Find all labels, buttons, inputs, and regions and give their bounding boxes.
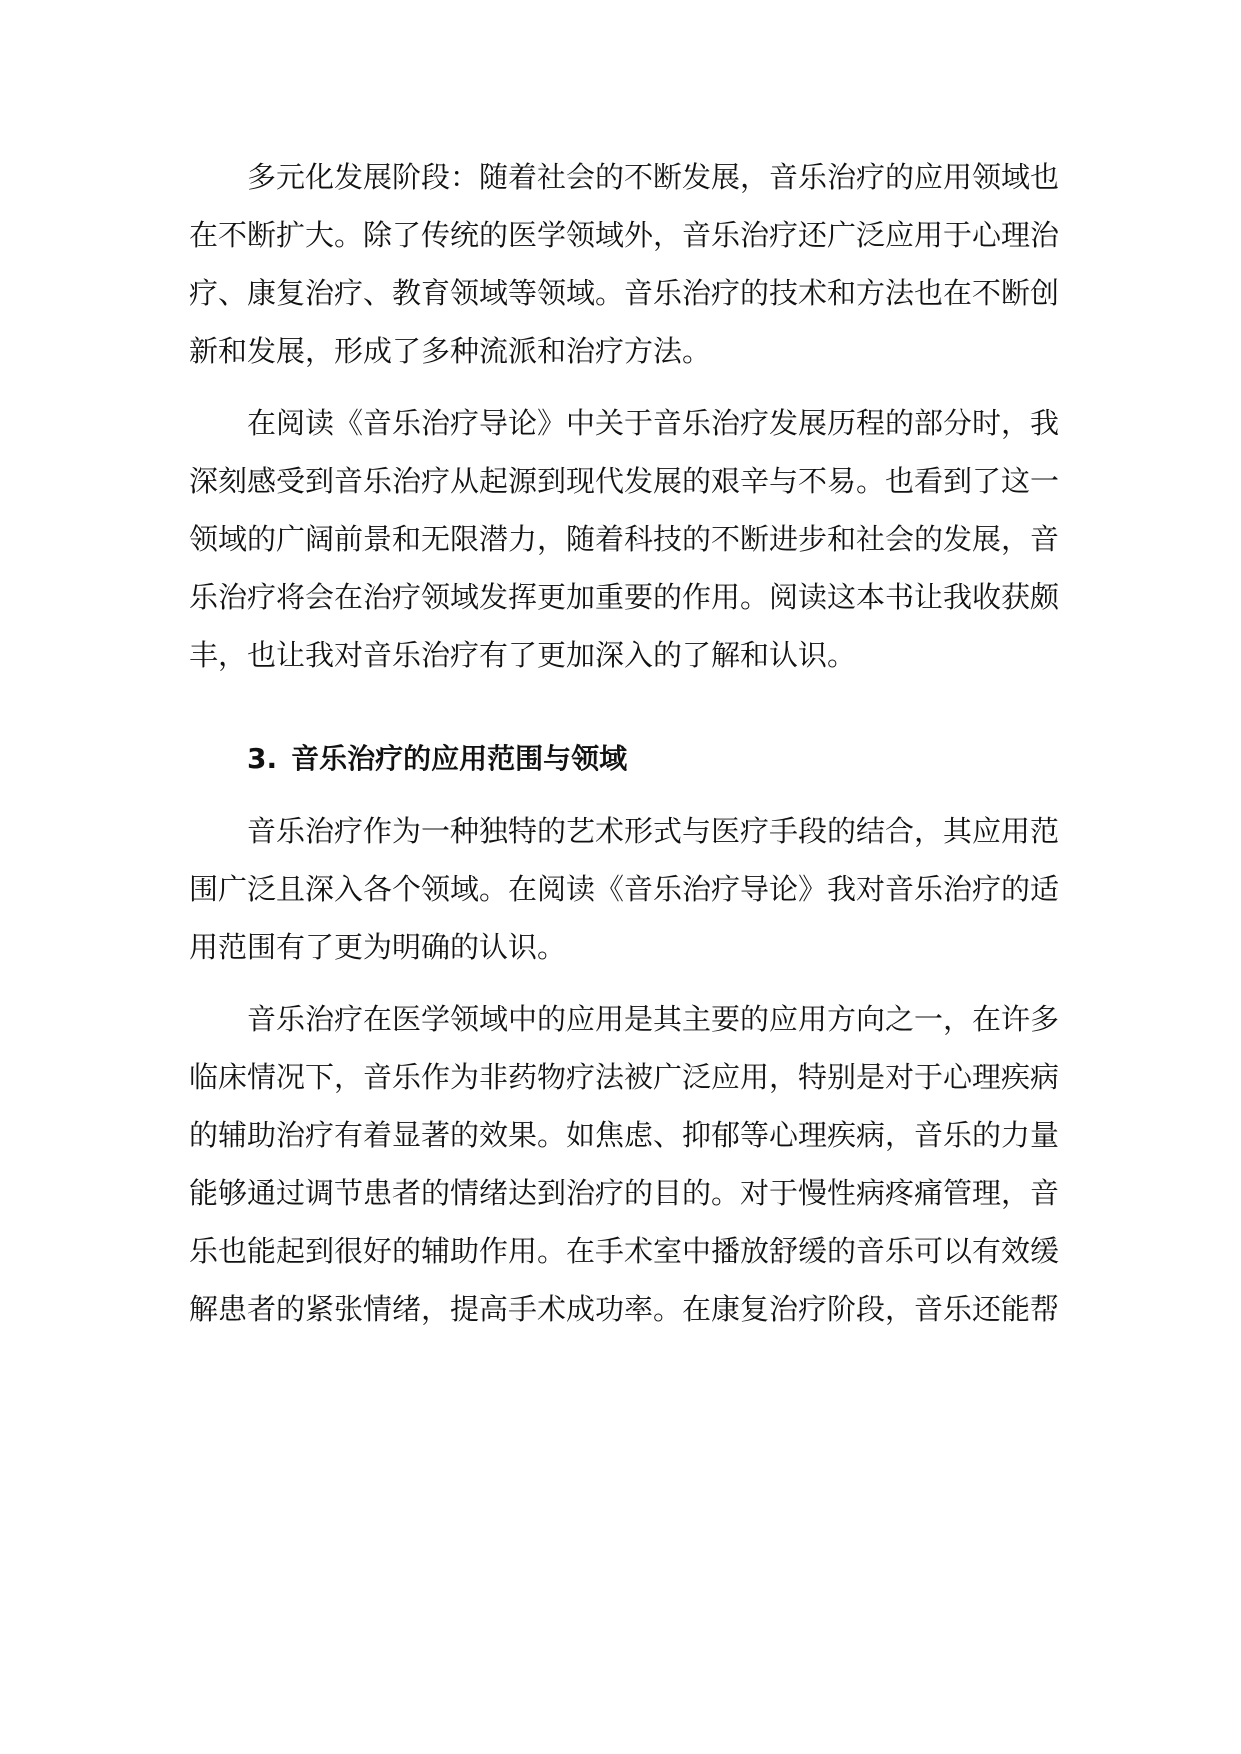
paragraph-line: 深刻感受到音乐治疗从起源到现代发展的艰辛与不易。也看到了这一 [189, 464, 1060, 498]
paragraph-line: 解患者的紧张情绪，提高手术成功率。在康复治疗阶段，音乐还能帮 [189, 1292, 1060, 1326]
section-number: 3. [247, 742, 278, 775]
paragraph-line: 乐治疗将会在治疗领域发挥更加重要的作用。阅读这本书让我收获颇 [189, 580, 1060, 614]
paragraph-reading-reflection [189, 394, 1060, 684]
paragraph-diversified-development [189, 148, 1060, 380]
paragraph-line: 丰，也让我对音乐治疗有了更加深入的了解和认识。 [189, 638, 857, 672]
section-heading [189, 730, 1049, 788]
paragraph-line: 用范围有了更为明确的认识。 [189, 930, 567, 964]
paragraph-line: 的辅助治疗有着显著的效果。如焦虑、抑郁等心理疾病，音乐的力量 [189, 1118, 1060, 1152]
document-body [189, 148, 1060, 1338]
paragraph-line: 在阅读《音乐治疗导论》中关于音乐治疗发展历程的部分时，我 [247, 406, 1060, 440]
paragraph-line: 在不断扩大。除了传统的医学领域外，音乐治疗还广泛应用于心理治 [189, 218, 1060, 252]
paragraph-line: 多元化发展阶段：随着社会的不断发展，音乐治疗的应用领域也 [247, 160, 1060, 194]
section-title: 音乐治疗的应用范围与领域 [291, 742, 628, 775]
paragraph-line: 音乐治疗作为一种独特的艺术形式与医疗手段的结合，其应用范 [247, 814, 1060, 848]
paragraph-line: 疗、康复治疗、教育领域等领域。音乐治疗的技术和方法也在不断创 [189, 276, 1060, 310]
paragraph-line: 围广泛且深入各个领域。在阅读《音乐治疗导论》我对音乐治疗的适 [189, 872, 1060, 906]
paragraph-line: 领域的广阔前景和无限潜力，随着科技的不断进步和社会的发展，音 [189, 522, 1060, 556]
paragraph-application-scope [189, 802, 1060, 976]
paragraph-line: 能够通过调节患者的情绪达到治疗的目的。对于慢性病疼痛管理，音 [189, 1176, 1060, 1210]
paragraph-medical-application [189, 990, 1060, 1338]
paragraph-line: 音乐治疗在医学领域中的应用是其主要的应用方向之一，在许多 [247, 1002, 1060, 1036]
paragraph-line: 临床情况下，音乐作为非药物疗法被广泛应用，特别是对于心理疾病 [189, 1060, 1060, 1094]
paragraph-line: 乐也能起到很好的辅助作用。在手术室中播放舒缓的音乐可以有效缓 [189, 1234, 1060, 1268]
paragraph-line: 新和发展，形成了多种流派和治疗方法。 [189, 334, 712, 368]
